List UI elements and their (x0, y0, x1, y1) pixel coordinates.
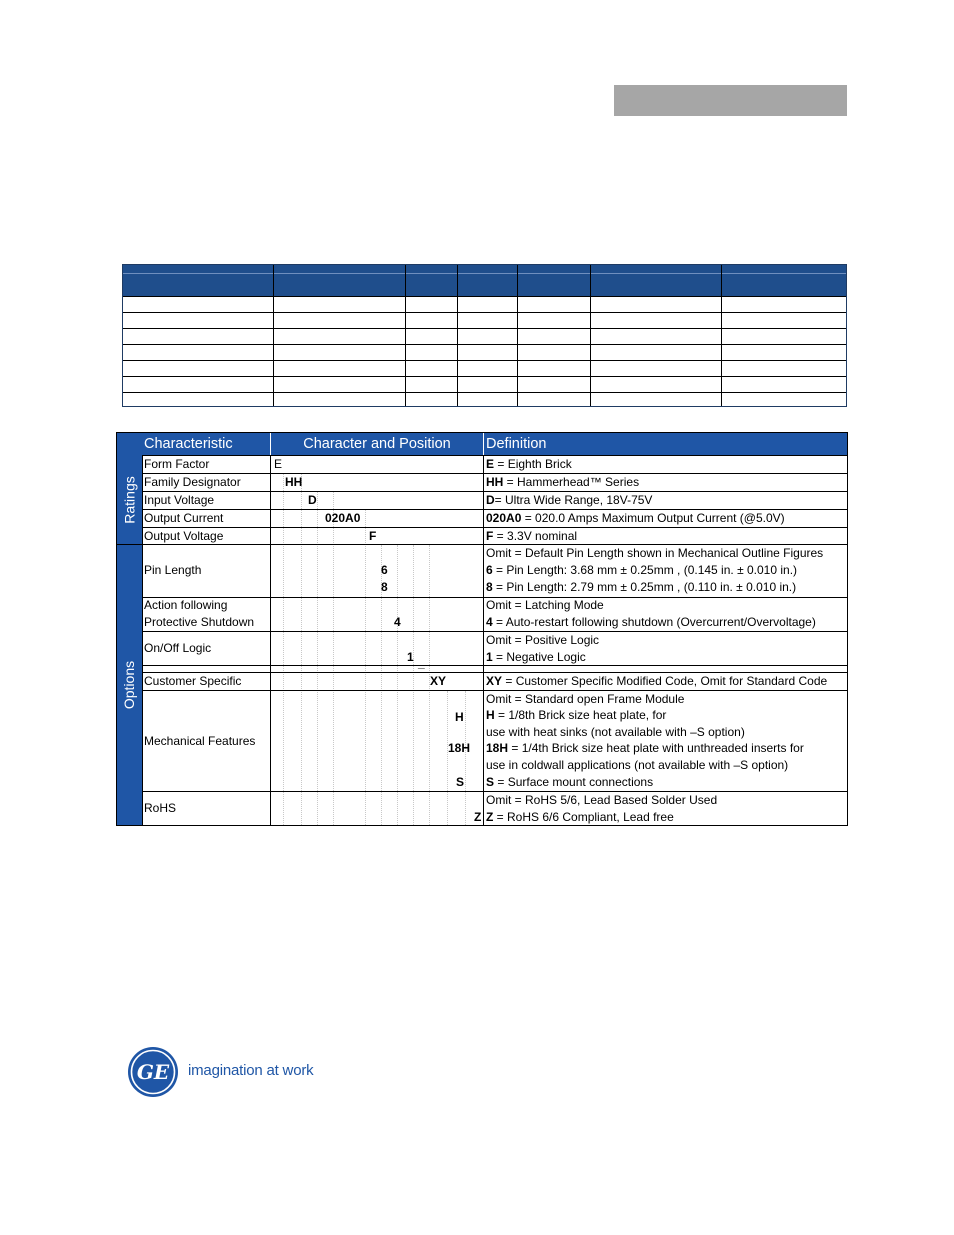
ordering-code-table (116, 432, 848, 826)
row-form-factor-label: Form Factor (144, 457, 210, 471)
spec-table-header (123, 265, 846, 296)
row-onoff-def-1: 1 = Negative Logic (486, 650, 586, 664)
group-options-label: Options (121, 660, 138, 710)
row-family-code: HH (285, 475, 303, 489)
row-input-voltage-definition: D= Ultra Wide Range, 18V-75V (486, 493, 653, 507)
row-mechanical-code-h: H (455, 710, 464, 724)
row-shutdown-def-4: 4 = Auto-restart following shutdown (Overcurrent/Overvoltage) (486, 615, 816, 629)
spec-table (122, 264, 847, 407)
row-shutdown-def-omit: Omit = Latching Mode (486, 598, 604, 612)
svg-text:GE: GE (136, 1060, 170, 1084)
row-mechanical-def-omit: Omit = Standard open Frame Module (486, 692, 685, 706)
row-output-current-code: 020A0 (325, 511, 361, 525)
row-onoff-code: 1 (407, 650, 414, 664)
row-pin-length-def-8: 8 = Pin Length: 2.79 mm ± 0.25mm , (0.110 in. ± 0.010 in.) (486, 580, 797, 594)
row-mechanical-code-18h: 18H (448, 741, 471, 755)
row-input-voltage-label: Input Voltage (144, 493, 215, 507)
row-output-current-definition: 020A0 = 020.0 Amps Maximum Output Current (@5.0V) (486, 511, 785, 525)
row-shutdown-code: 4 (394, 615, 401, 629)
row-output-current-label: Output Current (144, 511, 224, 525)
row-family-label: Family Designator (144, 475, 241, 489)
row-form-factor-code: E (274, 457, 283, 471)
row-onoff-label: On/Off Logic (144, 641, 212, 655)
row-mechanical-def-h-cont: use with heat sinks (not available with –S option) (486, 725, 745, 739)
row-mechanical-def-h: H = 1/8th Brick size heat plate, for (486, 708, 667, 722)
row-pin-length-label: Pin Length (144, 563, 202, 577)
row-onoff-def-omit: Omit = Positive Logic (486, 633, 600, 647)
row-rohs-code: Z (474, 810, 482, 824)
row-rohs-def-omit: Omit = RoHS 5/6, Lead Based Solder Used (486, 793, 718, 807)
row-customer-definition: XY = Customer Specific Modified Code, Omit for Standard Code (486, 674, 828, 688)
row-mechanical-def-18h: 18H = 1/4th Brick size heat plate with unthreaded inserts for (486, 741, 804, 755)
row-form-factor-definition: E = Eighth Brick (486, 457, 572, 471)
row-customer-label: Customer Specific (144, 674, 242, 688)
row-pin-length-def-6: 6 = Pin Length: 3.68 mm ± 0.25mm , (0.145 in. ± 0.010 in.) (486, 563, 798, 577)
row-family-definition: HH = Hammerhead™ Series (486, 475, 640, 489)
row-input-voltage-code: D (308, 493, 317, 507)
row-pin-length-code-8: 8 (381, 580, 388, 594)
row-pin-length-def-omit: Omit = Default Pin Length shown in Mechanical Outline Figures (486, 546, 824, 560)
row-mechanical-code-s: S (456, 775, 465, 789)
row-shutdown-label-2: Protective Shutdown (144, 615, 255, 629)
row-pin-length-code-6: 6 (381, 563, 388, 577)
row-output-voltage-code: F (369, 529, 377, 543)
row-customer-code: XY (430, 674, 447, 688)
row-output-voltage-label: Output Voltage (144, 529, 224, 543)
row-mechanical-def-18h-cont: use in coldwall applications (not available with –S option) (486, 758, 789, 772)
row-rohs-def-z: Z = RoHS 6/6 Compliant, Lead free (486, 810, 674, 824)
ge-logo-icon (127, 1046, 179, 1098)
row-mechanical-label: Mechanical Features (144, 734, 256, 748)
header-definition: Definition (483, 433, 847, 455)
footer-tagline: imagination at work (188, 1062, 314, 1079)
header-characteristic: Characteristic (142, 433, 273, 455)
row-shutdown-label-1: Action following (144, 598, 228, 612)
header-bar (614, 85, 847, 116)
row-onoff-dash: _ (418, 656, 425, 670)
row-rohs-label: RoHS (144, 801, 177, 815)
header-character-position: Character and Position (271, 433, 483, 455)
row-output-voltage-definition: F = 3.3V nominal (486, 529, 578, 543)
group-ratings-label: Ratings (121, 475, 138, 524)
row-mechanical-def-s: S = Surface mount connections (486, 775, 654, 789)
